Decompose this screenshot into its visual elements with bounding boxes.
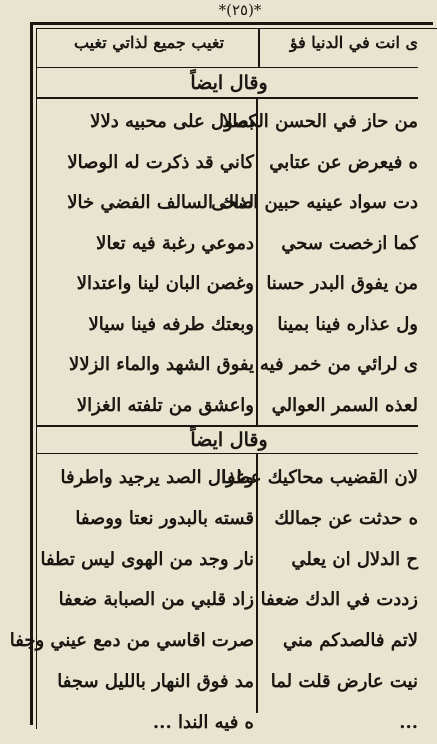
verse-line: لذاك السالف الفضي خالا <box>67 192 254 213</box>
divider-line <box>36 97 418 99</box>
verse-line: دموعي رغبة فيه تعالا <box>96 232 254 254</box>
verse-line: مد فوق النهار بالليل سجفا <box>57 670 254 692</box>
verse-line: دت سواد عينيه حبين اضحى <box>211 192 418 213</box>
verse-line: وغصن البان لينا واعتدالا <box>76 273 254 294</box>
upper-left-column <box>40 102 254 424</box>
verse-line: كاني قد ذكرت له الوصالا <box>67 151 254 173</box>
verse-line: ه فيه الندا ... <box>152 711 254 733</box>
verse-line: لاتم فالصدكم مني <box>282 630 418 652</box>
column-divider <box>258 28 260 68</box>
verse-line: ه حدثت عن جمالك <box>274 507 418 529</box>
heading-text: وقال ايضاً <box>190 429 268 451</box>
top-right-fragment: ى انت في الدنيا فؤ <box>289 33 418 52</box>
verse-line: وبعتك طرفه فينا سيالا <box>88 313 254 335</box>
verse-line: لان القضيب محاكيك عطفا <box>221 467 418 488</box>
verse-line: لعذه السمر العوالي <box>271 394 418 416</box>
verse-line: كما ازخصت سحي <box>281 232 418 254</box>
verse-line: نيت عارض قلت لما <box>270 670 418 692</box>
verse-line: بصول على محبيه دلالا <box>90 111 254 132</box>
verse-line: ح الدلال ان يعلي <box>291 548 418 570</box>
heading-text: وقال ايضاً <box>190 72 268 94</box>
verse-line: وغزال الصد يرجيد واطرفا <box>60 467 254 488</box>
verse-line: ول عذاره فينا بمينا <box>277 313 418 335</box>
section-heading <box>40 427 418 453</box>
verse-line: صرت اقاسي من دمع عيني وجفا <box>9 630 254 652</box>
verse-line: واعشق من تلفته الغزالا <box>76 394 254 416</box>
verse-line: من حاز في الحسن الكمالا <box>222 111 418 132</box>
verse-line: زددت في الدك ضعفا <box>260 589 418 611</box>
verse-line: زاد قلبي من الصبابة ضعفا <box>58 589 254 611</box>
section-heading <box>40 70 418 96</box>
lower-right-column <box>221 458 418 733</box>
verse-line: نار وجد من الهوى ليس تطفا <box>40 548 254 570</box>
top-left-verse: تغيب جميع لذاتي تغيب <box>73 33 225 52</box>
verse-line: ه فيعرض عن عتابي <box>269 151 418 173</box>
verse-line: قسته بالبدور نعتا ووصفا <box>75 507 254 529</box>
upper-right-column <box>211 102 418 424</box>
page-number: *(٢٥)* <box>218 1 262 19</box>
divider-line <box>36 453 418 454</box>
verse-line: ... <box>399 711 418 733</box>
column-divider <box>256 97 258 427</box>
verse-line: من يفوق البدر حسنا <box>266 273 418 294</box>
verse-line: يفوق الشهد والماء الزلالا <box>69 354 254 375</box>
verse-line: ى لرائي من خمر فيه <box>259 354 418 375</box>
divider-line <box>36 67 418 68</box>
